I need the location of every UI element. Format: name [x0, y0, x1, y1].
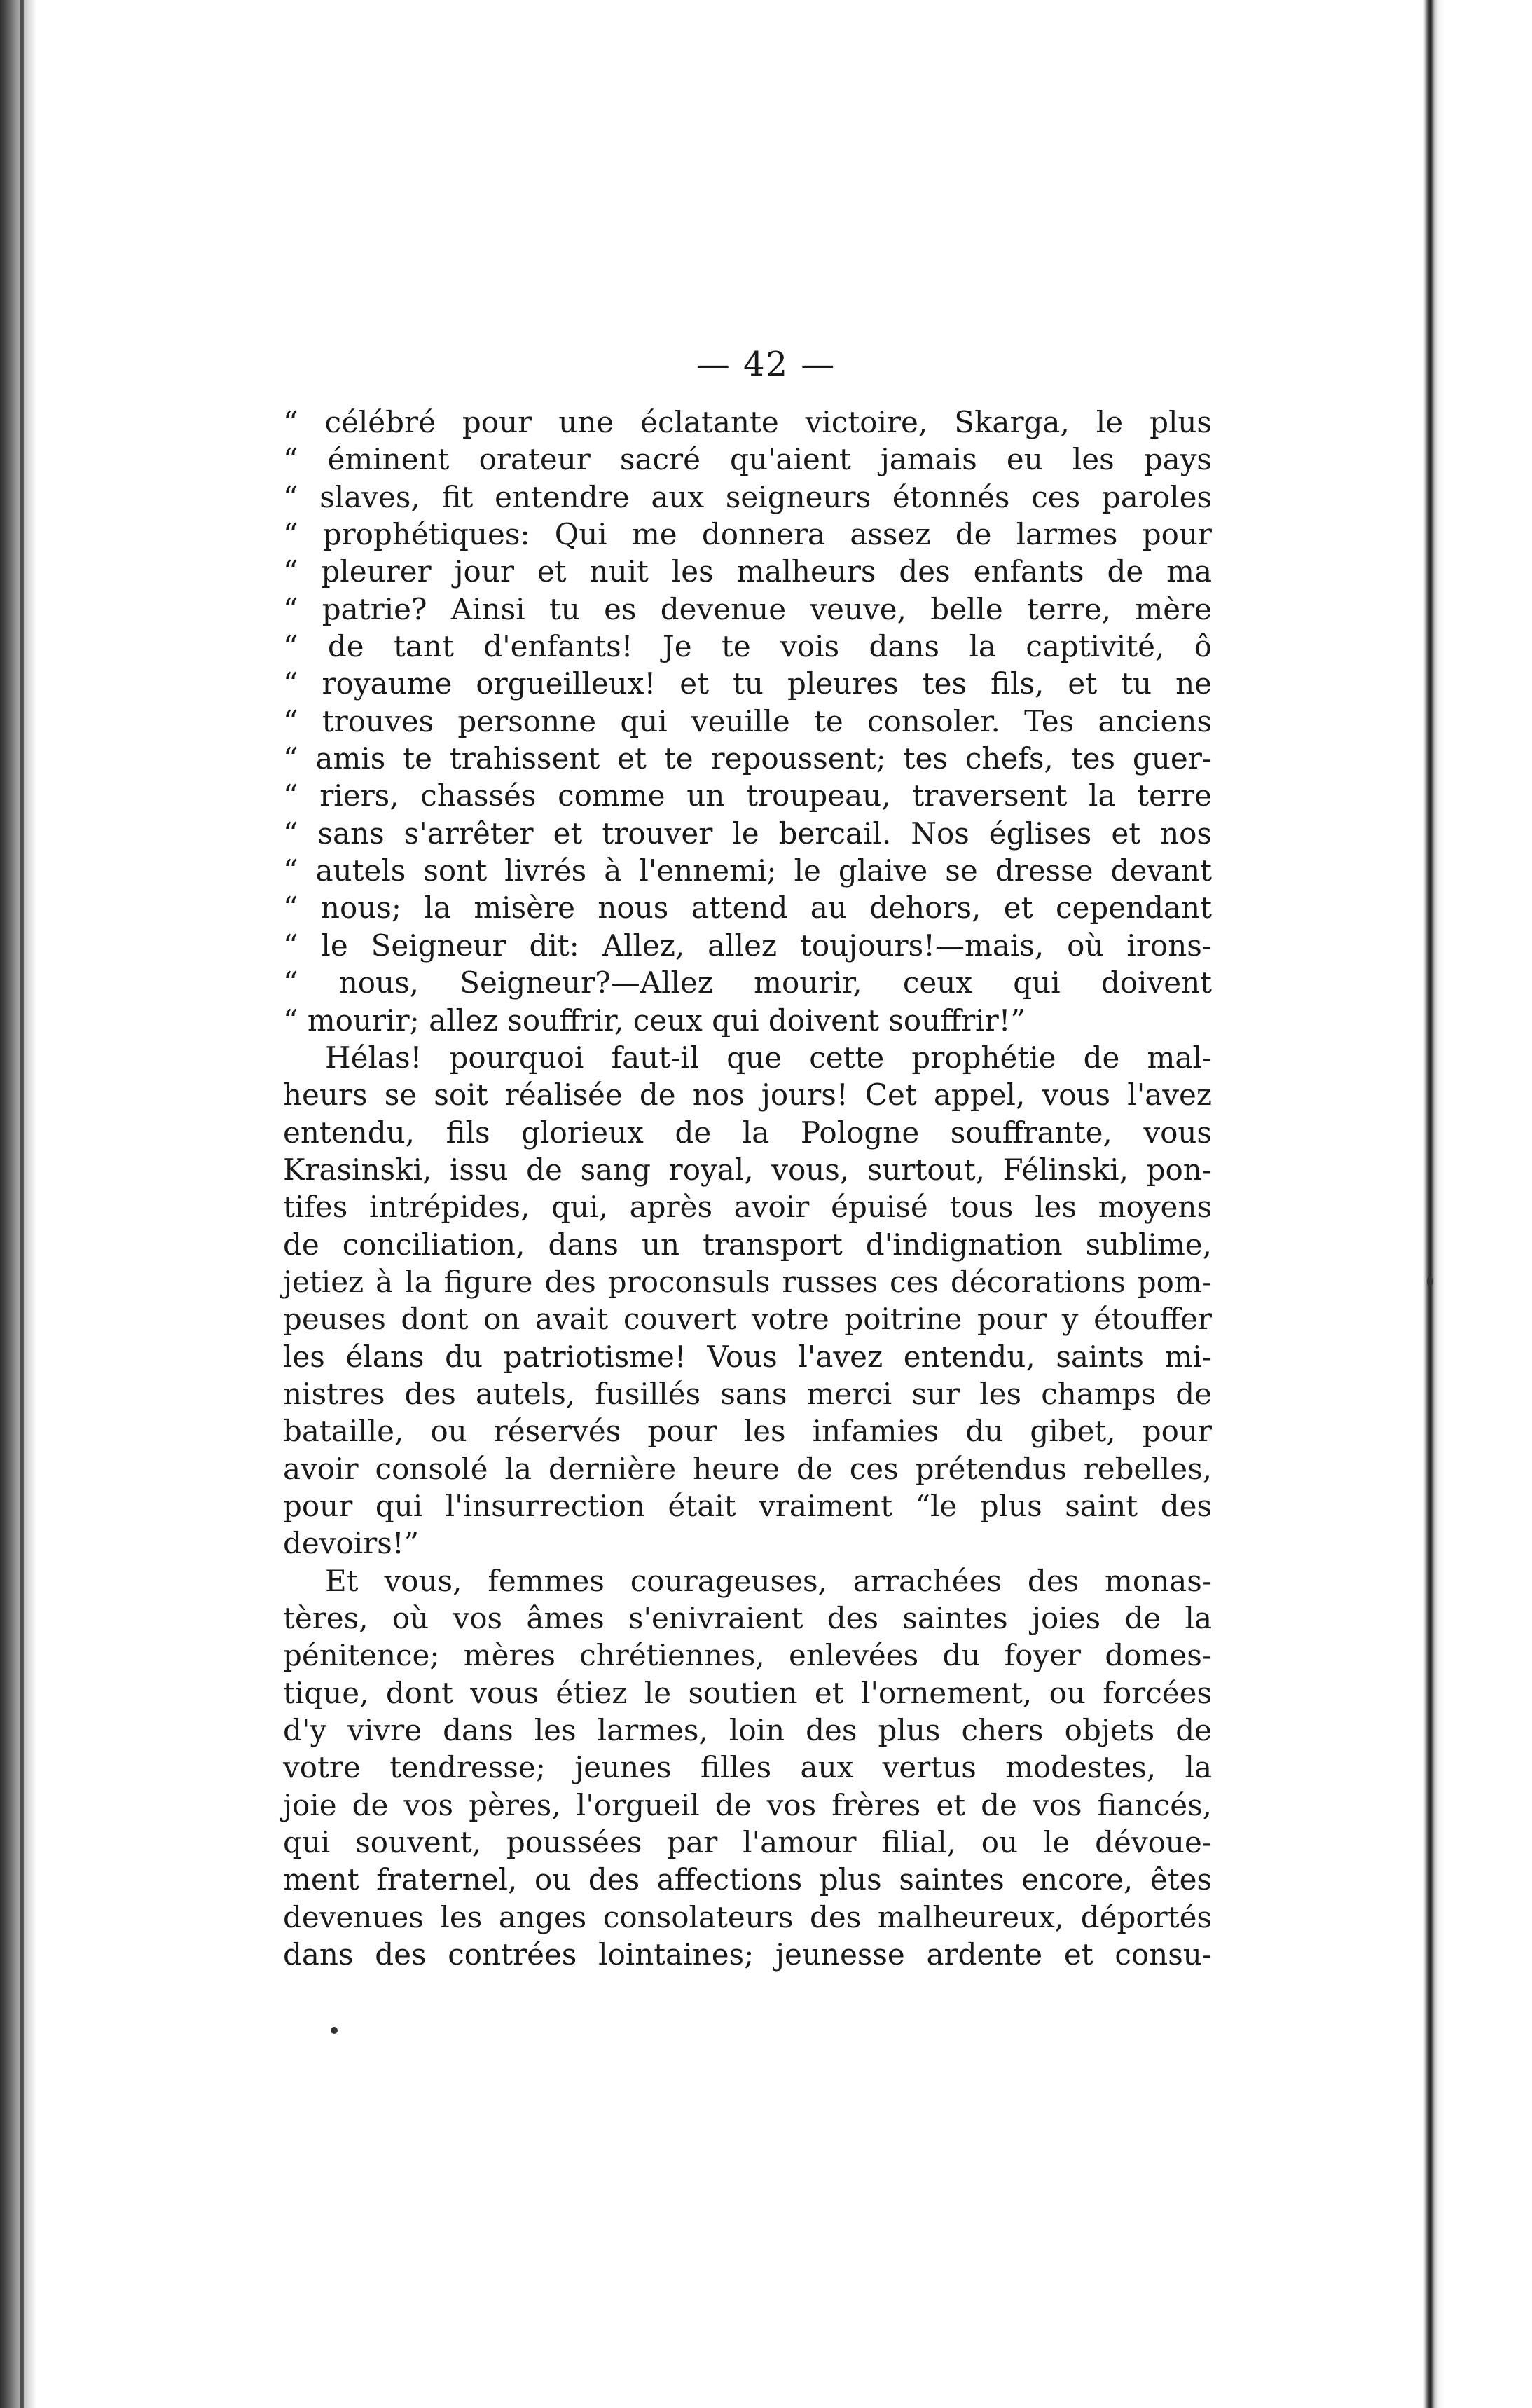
text-line: Krasinski, issu de sang royal, vous, surtout, Félinski, pon- [283, 1152, 1212, 1187]
text-line: entendu, fils glorieux de la Pologne souffrante, vous [283, 1115, 1212, 1150]
text-line: qui souvent, poussées par l'amour filial, ou le dévoue- [283, 1825, 1212, 1860]
text-line: “ éminent orateur sacré qu'aient jamais eu les pays [283, 442, 1212, 477]
text-line: bataille, ou réservés pour les infamies du gibet, pour [283, 1414, 1212, 1449]
text-line: “ pleurer jour et nuit les malheurs des enfants de ma [283, 554, 1212, 589]
text-line: joie de vos pères, l'orgueil de vos frères et de vos fiancés, [283, 1787, 1212, 1822]
ink-speck [1427, 1277, 1433, 1286]
page-number: — 42 — [696, 345, 836, 384]
text-line: de conciliation, dans un transport d'indignation sublime, [283, 1227, 1212, 1262]
body-text [283, 404, 1212, 1973]
text-line: tifes intrépides, qui, après avoir épuisé tous les moyens [283, 1190, 1212, 1225]
paragraph-start-line: Hélas! pourquoi faut-il que cette prophétie de mal- [325, 1040, 1212, 1075]
text-line: “ amis te trahissent et te repoussent; tes chefs, tes guer- [283, 741, 1212, 776]
text-line: pénitence; mères chrétiennes, enlevées du foyer domes- [283, 1638, 1212, 1673]
text-line: “ autels sont livrés à l'ennemi; le glaive se dresse devant [283, 853, 1212, 888]
text-line: avoir consolé la dernière heure de ces prétendus rebelles, [283, 1451, 1212, 1486]
text-line: “ trouves personne qui veuille te consoler. Tes anciens [283, 703, 1212, 738]
text-line: “ patrie? Ainsi tu es devenue veuve, belle terre, mère [283, 591, 1212, 626]
text-line: “ nous, Seigneur?—Allez mourir, ceux qui doivent [283, 965, 1212, 1000]
text-line: “ royaume orgueilleux! et tu pleures tes fils, et tu ne [283, 666, 1212, 701]
text-line: “ slaves, fit entendre aux seigneurs étonnés ces paroles [283, 479, 1212, 514]
text-line: “ le Seigneur dit: Allez, allez toujours!—mais, où irons- [283, 928, 1212, 963]
text-line: votre tendresse; jeunes filles aux vertus modestes, la [283, 1750, 1212, 1785]
text-line: “ de tant d'enfants! Je te vois dans la captivité, ô [283, 629, 1212, 664]
text-line: pour qui l'insurrection était vraiment “le plus saint des [283, 1488, 1212, 1523]
text-line: ment fraternel, ou des affections plus saintes encore, êtes [283, 1862, 1212, 1897]
text-line: “ nous; la misère nous attend au dehors, et cependant [283, 890, 1212, 926]
text-line: “ mourir; allez souffrir, ceux qui doivent souffrir!” [283, 1003, 1026, 1038]
text-line: tères, où vos âmes s'enivraient des saintes joies de la [283, 1601, 1212, 1635]
text-line: jetiez à la figure des proconsuls russes ces décorations pom- [283, 1264, 1212, 1299]
text-line: nistres des autels, fusillés sans merci sur les champs de [283, 1376, 1212, 1411]
text-line: d'y vivre dans les larmes, loin des plus chers objets de [283, 1713, 1212, 1748]
text-line: heurs se soit réalisée de nos jours! Cet appel, vous l'avez [283, 1078, 1212, 1113]
text-line: “ prophétiques: Qui me donnera assez de larmes pour [283, 517, 1212, 552]
text-line: devoirs!” [283, 1526, 420, 1561]
text-line: “ riers, chassés comme un troupeau, traversent la terre [283, 778, 1212, 813]
ink-speck [331, 2027, 338, 2034]
text-line: dans des contrées lointaines; jeunesse ardente et consu- [283, 1937, 1212, 1972]
text-line: les élans du patriotisme! Vous l'avez entendu, saints mi- [283, 1339, 1212, 1374]
text-line: “ célébré pour une éclatante victoire, Skarga, le plus [283, 405, 1212, 439]
text-line: “ sans s'arrêter et trouver le bercail. Nos églises et nos [283, 816, 1212, 851]
text-line: devenues les anges consolateurs des malheureux, déportés [283, 1899, 1212, 1934]
text-line: peuses dont on avait couvert votre poitrine pour y étouffer [283, 1302, 1212, 1337]
paragraph-start-line: Et vous, femmes courageuses, arrachées des monas- [325, 1563, 1212, 1598]
text-line: tique, dont vous étiez le soutien et l'ornement, ou forcées [283, 1675, 1212, 1710]
